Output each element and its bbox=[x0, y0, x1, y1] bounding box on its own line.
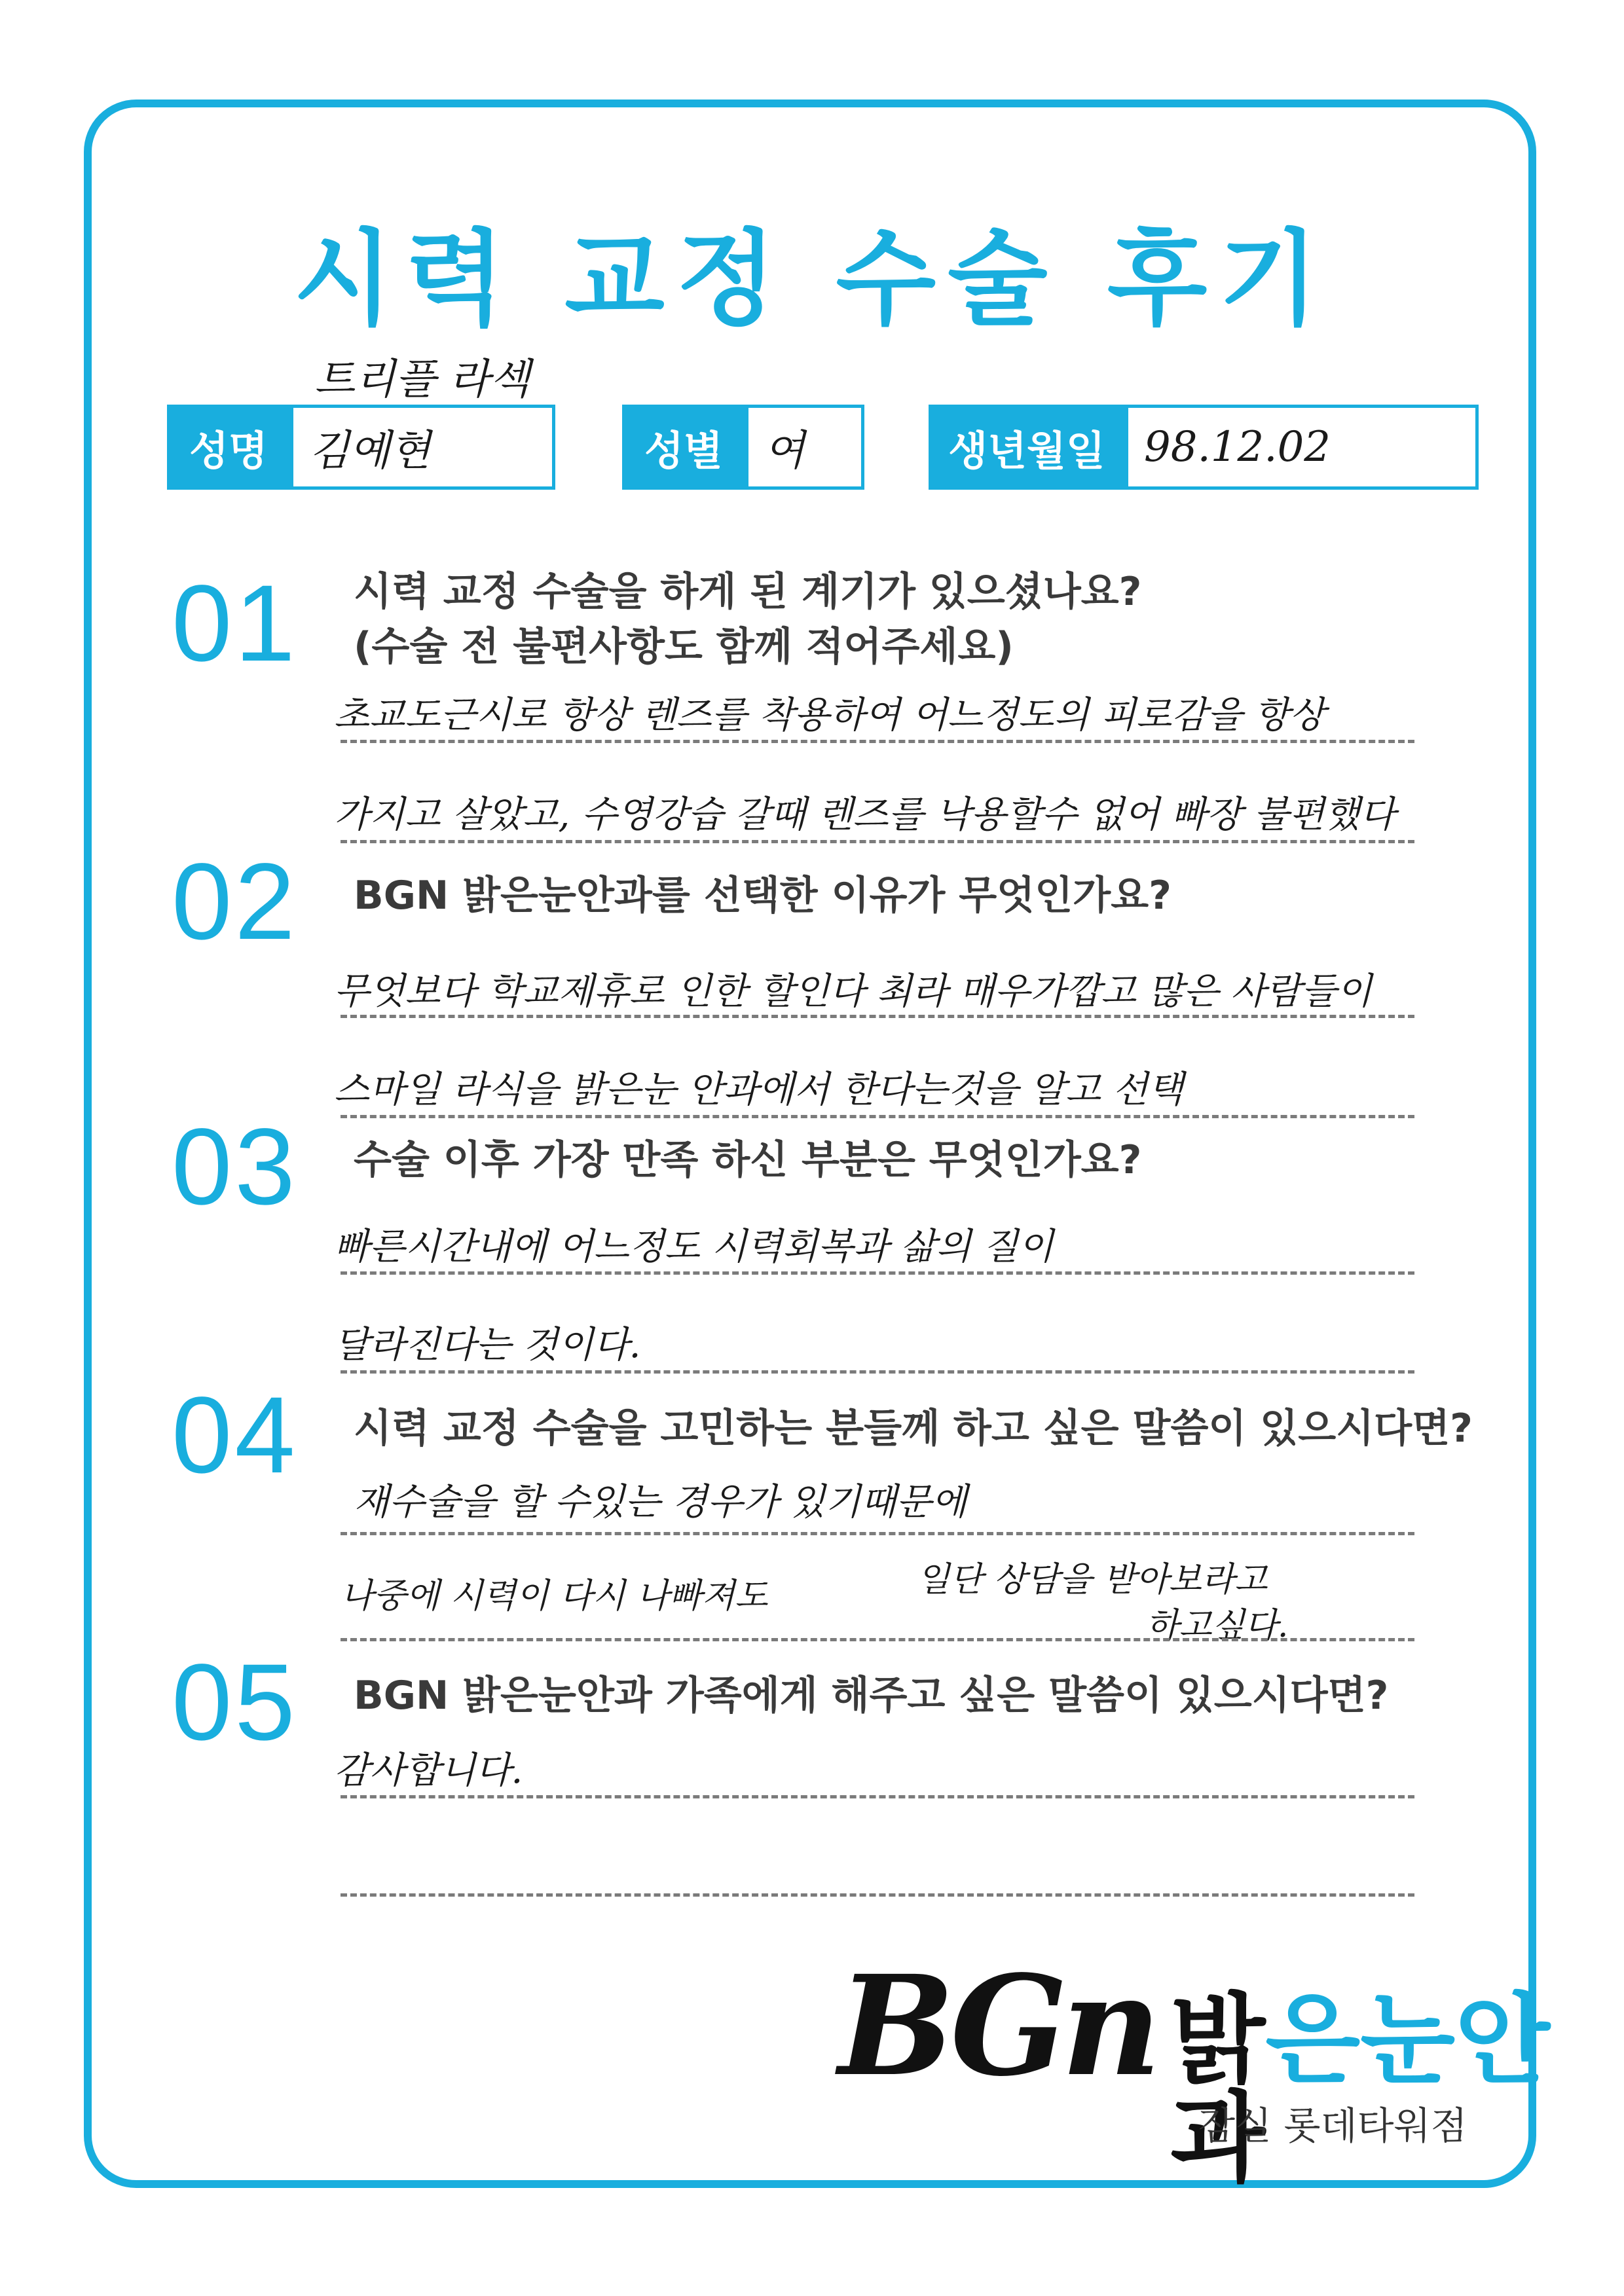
birth-value: 98.12.02 bbox=[1125, 405, 1479, 490]
clinic-name-accent: 은눈 bbox=[1265, 1984, 1456, 2098]
answer-line: 재수술을 할 수있는 경우가 있기때문에 bbox=[354, 1481, 967, 1523]
answer-line: 하고싶다. bbox=[1146, 1606, 1289, 1645]
question-text-line: 시력 교정 수술을 하게 된 계기가 있으셨나요? bbox=[354, 569, 1142, 615]
answer-line: 감사합니다. bbox=[334, 1749, 523, 1792]
answer-line: 달라진다는 것이다. bbox=[334, 1324, 641, 1366]
answer-line: 나중에 시력이 다시 나빠져도 bbox=[341, 1576, 768, 1616]
answer-line: 스마일 라식을 밝은눈 안과에서 한다는것을 알고 선택 bbox=[334, 1068, 1183, 1111]
answer-line: 일단 상담을 받아보라고 bbox=[917, 1560, 1268, 1599]
question-number: 01 bbox=[172, 563, 298, 684]
page-title: 시력 교정 수술 후기 bbox=[293, 219, 1331, 340]
answer-divider bbox=[341, 1532, 1414, 1535]
clinic-name-part: 안 bbox=[1455, 1984, 1551, 2098]
clinic-logo bbox=[838, 1945, 1624, 2196]
gender-value: 여 bbox=[745, 405, 864, 490]
bgn-wordmark: BGn bbox=[838, 1945, 1155, 2107]
answer-line: 무엇보다 학교제휴로 인한 할인다 최라 매우가깝고 많은 사람들이 bbox=[334, 970, 1373, 1013]
clinic-name-part: 과 bbox=[1170, 2082, 1266, 2196]
question-text: BGN 밝은눈안과 가족에게 해주고 싶은 말씀이 있으시다면? bbox=[354, 1673, 1389, 1719]
question-text: 수술 이후 가장 만족 하신 부분은 무엇인가요? bbox=[354, 1137, 1142, 1183]
answer-divider bbox=[341, 1015, 1414, 1018]
answer-divider bbox=[341, 1370, 1414, 1374]
branch-name: 잠실 롯데타워점 bbox=[1198, 2104, 1467, 2148]
clinic-name bbox=[1170, 1984, 1624, 2196]
gender-field bbox=[622, 405, 864, 490]
surgery-type-handwritten: 트리플 라섹 bbox=[314, 355, 530, 404]
birth-field bbox=[929, 405, 1479, 490]
question-text: BGN 밝은눈안과를 선택한 이유가 무엇인가요? bbox=[354, 873, 1172, 919]
question-text: 시력 교정 수술을 고민하는 분들께 하고 싶은 말씀이 있으시다면? bbox=[354, 1406, 1473, 1451]
question-number: 03 bbox=[172, 1106, 298, 1228]
answer-divider bbox=[341, 1795, 1414, 1798]
answer-divider bbox=[341, 1893, 1414, 1897]
answer-divider bbox=[341, 840, 1414, 843]
question-text-line: (수술 전 불편사항도 함께 적어주세요) bbox=[354, 624, 1014, 670]
answer-line: 가지고 살았고, 수영강습 갈때 렌즈를 낙용할수 없어 빠장 불편했다 bbox=[334, 793, 1395, 836]
answer-line: 초교도근시로 항상 렌즈를 착용하여 어느정도의 피로감을 항상 bbox=[334, 694, 1325, 737]
question-number: 02 bbox=[172, 841, 298, 962]
name-value: 김예현 bbox=[290, 405, 555, 490]
gender-label: 성별 bbox=[622, 405, 745, 490]
question-number: 05 bbox=[172, 1642, 298, 1763]
answer-line: 빠른시간내에 어느정도 시력회복과 삶의 질이 bbox=[334, 1226, 1054, 1268]
answer-divider bbox=[341, 740, 1414, 743]
question-text bbox=[354, 564, 1141, 674]
answer-divider bbox=[341, 1115, 1414, 1118]
answer-divider bbox=[341, 1638, 1414, 1641]
question-number: 04 bbox=[172, 1375, 298, 1496]
name-field bbox=[167, 405, 555, 490]
birth-label: 생년월일 bbox=[929, 405, 1125, 490]
name-label: 성명 bbox=[167, 405, 290, 490]
answer-divider bbox=[341, 1271, 1414, 1275]
clinic-name-part: 밝 bbox=[1170, 1984, 1266, 2098]
